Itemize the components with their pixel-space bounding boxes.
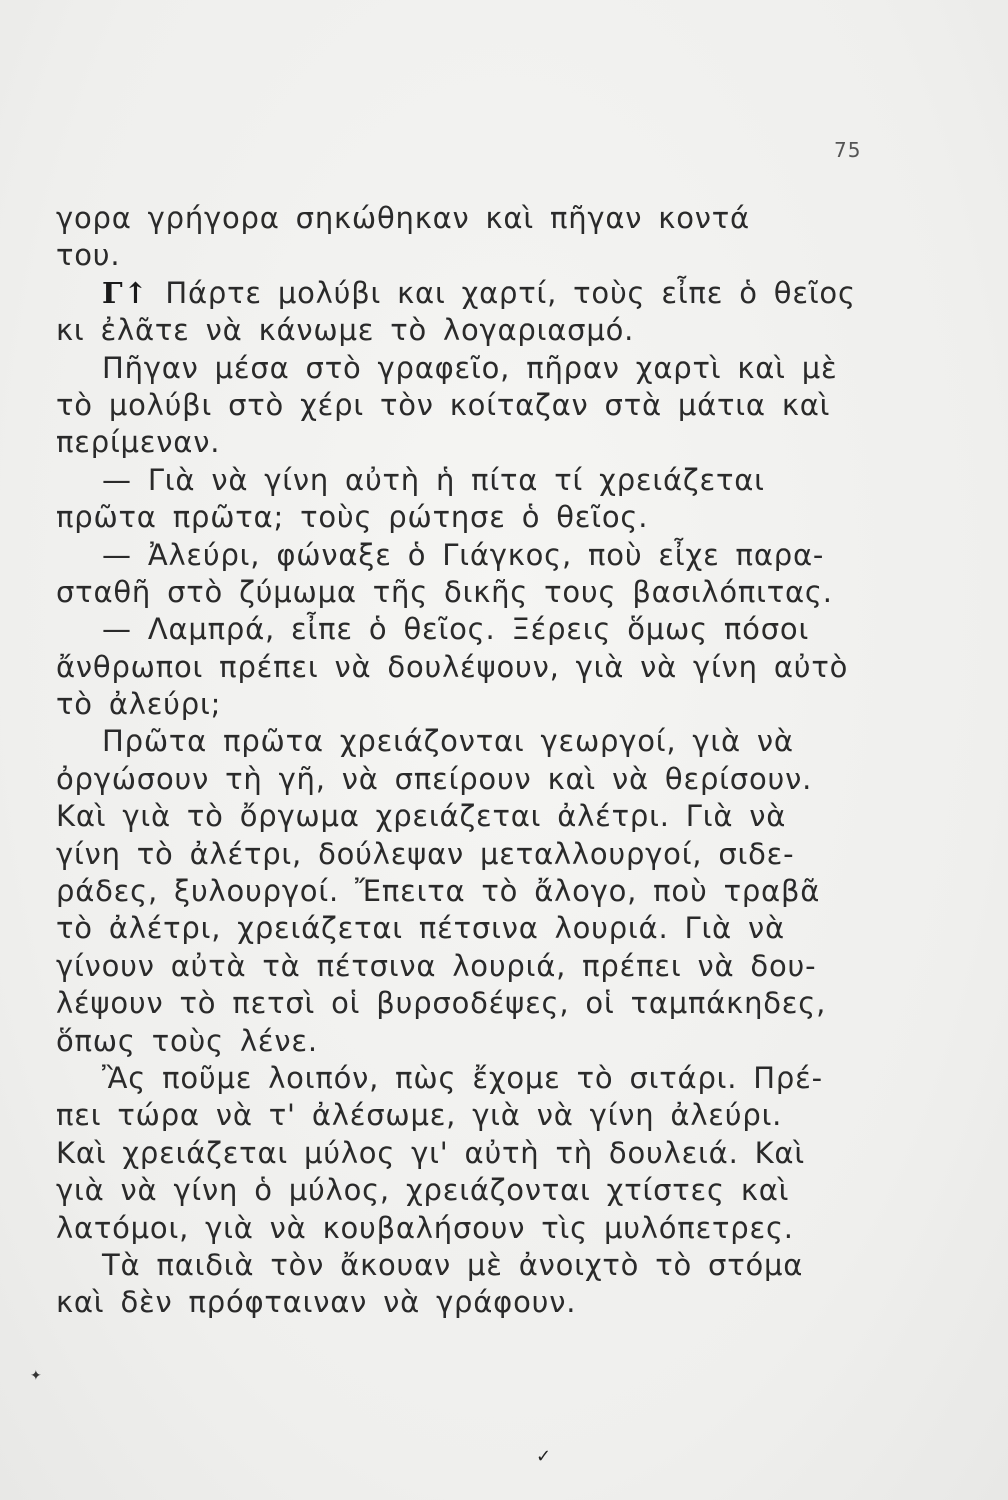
text-line [56, 798, 896, 835]
text-line-content: γίνουν αὐτὰ τὰ πέτσινα λουριά, πρέπει νὰ δου- [56, 948, 817, 983]
text-line [56, 537, 896, 574]
body-text [56, 200, 896, 1322]
text-line [56, 910, 896, 947]
text-line-content: — Λαμπρά, εἶπε ὁ θεῖος. Ξέρεις ὅμως πόσοι [102, 612, 810, 647]
text-line [56, 387, 896, 424]
text-line [56, 312, 896, 349]
text-line-content: γίνη τὸ ἀλέτρι, δούλεψαν μεταλλουργοί, σιδε- [56, 836, 795, 871]
handwritten-mark-icon: Γ↑ [102, 275, 166, 310]
text-line-content: πει τώρα νὰ τ' ἀλέσωμε, γιὰ νὰ γίνη ἀλεύρι. [56, 1098, 783, 1133]
text-line [56, 686, 896, 723]
text-line-content: του. [56, 238, 121, 273]
page-number: 75 [834, 138, 862, 162]
text-line [56, 200, 896, 237]
text-line-content: τὸ ἀλεύρι; [56, 687, 222, 722]
text-line [56, 873, 896, 910]
text-line-content: Καὶ γιὰ τὸ ὄργωμα χρειάζεται ἀλέτρι. Γιὰ νὰ [56, 799, 787, 834]
text-line-content: Πάρτε μολύβι και χαρτί, τοὺς εἶπε ὁ θεῖος [165, 275, 856, 310]
text-line [56, 1060, 896, 1097]
text-line [56, 1172, 896, 1209]
text-line-content: Ἂς ποῦμε λοιπόν, πὼς ἔχομε τὸ σιτάρι. Πρέ- [102, 1060, 823, 1095]
text-line [56, 350, 896, 387]
text-line [56, 1135, 896, 1172]
text-line [56, 1247, 896, 1284]
text-line [56, 761, 896, 798]
text-line-content: ἄνθρωποι πρέπει νὰ δουλέψουν, γιὰ νὰ γίνη αὐτὸ [56, 649, 849, 684]
text-line [56, 985, 896, 1022]
text-line [56, 948, 896, 985]
text-line-content: πρῶτα πρῶτα; τοὺς ρώτησε ὁ θεῖος. [56, 500, 649, 535]
pencil-mark-icon: ✓ [536, 1446, 552, 1467]
text-line-content: Τὰ παιδιὰ τὸν ἄκουαν μὲ ἀνοιχτὸ τὸ στόμα [102, 1247, 804, 1282]
text-line [56, 1097, 896, 1134]
text-line-content: τὸ μολύβι στὸ χέρι τὸν κοίταζαν στὰ μάτια καὶ [56, 387, 831, 422]
text-line [56, 649, 896, 686]
text-line-content: λατόμοι, γιὰ νὰ κουβαλήσουν τὶς μυλόπετρες. [56, 1210, 794, 1245]
text-line-content: ράδες, ξυλουργοί. Ἔπειτα τὸ ἄλογο, ποὺ τραβᾶ [56, 874, 821, 909]
text-line [56, 723, 896, 760]
text-line [56, 1284, 896, 1321]
text-line-content: τὸ ἀλέτρι, χρειάζεται πέτσινα λουριά. Γιὰ νὰ [56, 911, 785, 946]
text-line [56, 499, 896, 536]
text-line [56, 1210, 896, 1247]
text-line [56, 611, 896, 648]
text-line-content: λέψουν τὸ πετσὶ οἱ βυρσοδέψες, οἱ ταμπάκηδες, [56, 986, 827, 1021]
text-line [56, 275, 896, 312]
text-line-content: σταθῆ στὸ ζύμωμα τῆς δικῆς τους βασιλόπιτας. [56, 574, 833, 609]
text-line [56, 1023, 896, 1060]
text-line [56, 574, 896, 611]
text-line-content: — Ἀλεύρι, φώναξε ὁ Γιάγκος, ποὺ εἶχε παρα- [102, 537, 825, 572]
text-line-content: Καὶ χρειάζεται μύλος γι' αὐτὴ τὴ δουλειά. Καὶ [56, 1135, 805, 1170]
text-line-content: Πῆγαν μέσα στὸ γραφεῖο, πῆραν χαρτὶ καὶ μὲ [102, 350, 838, 385]
text-line-content: γορα γρήγορα σηκώθηκαν καὶ πῆγαν κοντά [56, 201, 750, 235]
margin-dot-icon: ✦ [30, 1368, 42, 1384]
text-line-content: — Γιὰ νὰ γίνη αὐτὴ ἡ πίτα τί χρειάζεται [102, 462, 765, 497]
text-line-content: ὀργώσουν τὴ γῆ, νὰ σπείρουν καὶ νὰ θερίσουν. [56, 761, 813, 796]
text-line-content: ὅπως τοὺς λένε. [56, 1023, 318, 1058]
text-line-content: γιὰ νὰ γίνη ὁ μύλος, χρειάζονται χτίστες καὶ [56, 1173, 790, 1208]
text-line-content: Πρῶτα πρῶτα χρειάζονται γεωργοί, γιὰ νὰ [102, 724, 794, 759]
text-line-content: καὶ δὲν πρόφταιναν νὰ γράφουν. [56, 1285, 577, 1320]
text-line-content: κι ἐλᾶτε νὰ κάνωμε τὸ λογαριασμό. [56, 313, 635, 348]
text-line [56, 836, 896, 873]
text-line [56, 462, 896, 499]
text-line [56, 424, 896, 461]
text-line [56, 237, 896, 274]
text-line-content: περίμεναν. [56, 425, 221, 460]
